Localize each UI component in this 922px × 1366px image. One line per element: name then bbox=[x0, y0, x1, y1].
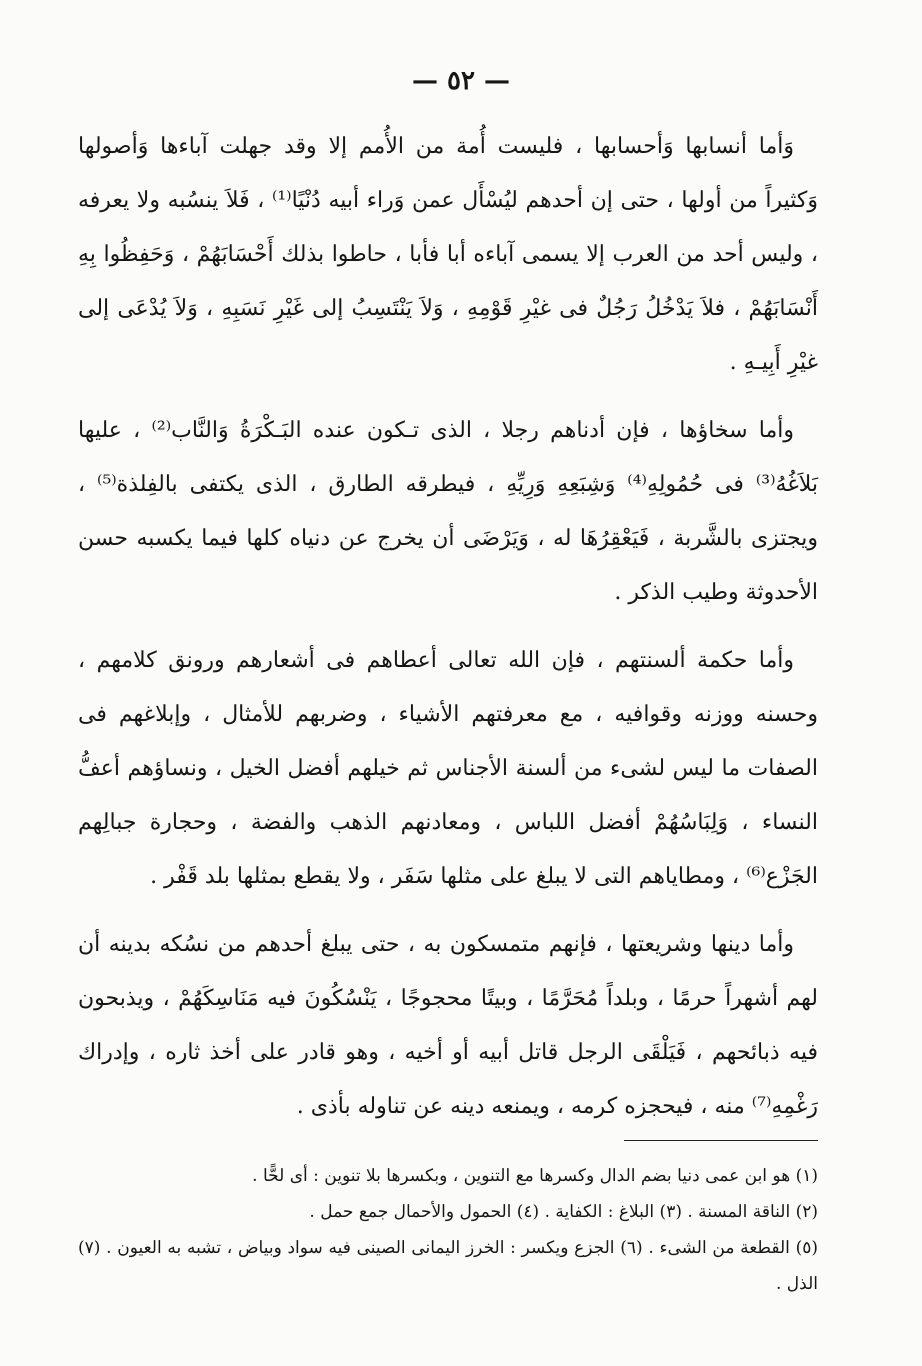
paragraph-eloquence: وأما حكمة ألسنتهم ، فإن الله تعالى أعطاهم فى أشعارهم ورونق كلامهم ، وحسنه ووزنه وقوافيه ، مع معرفتهم الأشياء ، وضربهم للأمثال ، وإبلاغهم فى الصفات ما ليس لشىء من ألسنة الأجناس ثم خيلهم أفضل الخيل ، ونساؤهم أعفُّ النساء ، وَلِبَاسُهُمْ أفضل اللباس ، ومعادنهم الذهب والفضة ، وحجارة جبالِهم الجَزْع⁽⁶⁾ ، ومطاياهم التى لا يبلغ على مثلها سَفَر ، ولا يقطع بمثلها بلد قَفْر . bbox=[78, 648, 818, 889]
footnote: (١) هو ابن عمى دنيا بضم الدال وكسرها مع التنوين ، وبكسرها بلا تنوين : أى لحًّا . bbox=[252, 1166, 818, 1186]
main-text bbox=[78, 120, 818, 1148]
footnote-divider bbox=[624, 1140, 818, 1141]
paragraph-lineage: وَأما أنسابها وَأحسابها ، فليست أُمة من الأُمم إلا وقد جهلت آباءها وَأصولها وَكثيراً من أولها ، حتى إن أحدهم ليُسْأَل عمن وَراء أبيه دُنْيًا⁽¹⁾ ، فَلاَ ينسُبه ولا يعرفه ، وليس أحد من العرب إلا يسمى آباءه أبا فأبا ، حاطوا بذلك أَحْسَابَهُمْ ، وَحَفِظُوا بِهِ أَنْسَابَهُمْ ، فلاَ يَدْخُلُ رَجُلٌ فى غيْرِ قَوْمِهِ ، وَلاَ يَنْتَسِبُ إلى غَيْرِ نَسَبِهِ ، وَلاَ يُدْعَى إلى غيْرِ أَبِيـهِ . bbox=[78, 134, 818, 375]
page-number: — ٥٢ — bbox=[411, 66, 511, 96]
footnote: (٥) القطعة من الشىء . (٦) الجزع ويكسر : الخرز اليمانى الصينى فيه سواد وبياض ، تشبه به العيون . (٧) الذل . bbox=[78, 1238, 818, 1294]
paragraph-religion: وأما دينها وشريعتها ، فإنهم متمسكون به ، حتى يبلغ أحدهم من نسُكه بدينه أن لهم أشهراً حرمًا ، وبلداً مُحَرَّمًا ، وبيتًا محجوجًا ، يَنْسُكُونَ فيه مَنَاسِكَهُمْ ، ويذبحون فيه ذبائحهم ، فَيَلْقَى الرجل قاتل أبيه أو أخيه ، وهو قادر على أخذ ثاره ، وإدراك رَغْمِهِ⁽⁷⁾ منه ، فيحجزه كرمه ، ويمنعه دينه عن تناوله بأذى . bbox=[78, 932, 818, 1119]
footnote: (٢) الناقة المسنة . (٣) البلاغ : الكفاية . (٤) الحمول والأحمال جمع حمل . bbox=[309, 1202, 818, 1222]
footnotes bbox=[78, 1158, 818, 1302]
paragraph-generosity: وأما سخاؤها ، فإن أدناهم رجلا ، الذى تـكون عنده البَـكْرَةُ وَالنَّاب⁽²⁾ ، عليها بَلاَغُهُ⁽³⁾ فى حُمُولِهِ⁽⁴⁾ وَشِبَعِهِ وَرِيِّهِ ، فيطرقه الطارق ، الذى يكتفى بالفِلذة⁽⁵⁾ ، ويجتزى بالشَّربة ، فَيَعْقِرُهَا له ، وَيَرْضَى أن يخرج عن دنياه كلها فيما يكسبه حسن الأحدوثة وطيب الذكر . bbox=[78, 418, 819, 605]
